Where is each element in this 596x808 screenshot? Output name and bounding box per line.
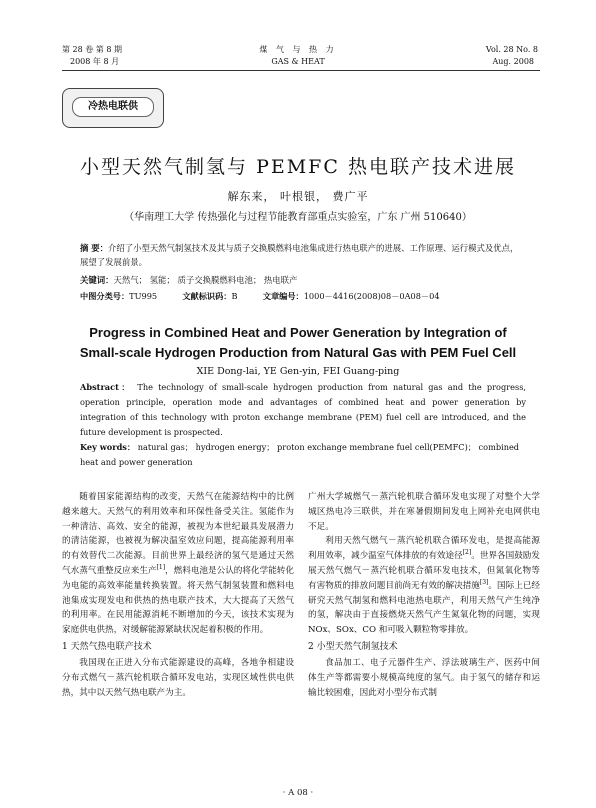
body-paragraph: 利用天然气燃气－蒸汽轮机联合循环发电，是提高能源利用效率，减少温室气体排放的有效途径[2]。世界各国鼓励发展天然气燃气－蒸汽轮机联合循环发电技术，但氮氧化物等有害物质的排放问题目前尚无有效的解决措施[3]。国际上已经研究天然气制氢和燃料电池热电联产，利用天然气产生纯净的氢，解决由于直接燃烧天然气产生氮氧化物的问题，实现 NOx、SOx、CO 和可吸入颗粒物零排放。 — [308, 536, 540, 636]
page-number: · A 08 · — [282, 788, 314, 798]
doc-code-value: B — [231, 291, 238, 301]
header-rule — [62, 70, 540, 71]
paper-title-en-line1: Progress in Combined Heat and Power Generation by Integration of — [89, 325, 507, 340]
citation: [1] — [156, 564, 166, 572]
keywords-cn-label: 关键词： — [80, 275, 114, 285]
body-left-column — [62, 490, 294, 700]
authors-en: XIE Dong-lai, YE Gen-yin, FEI Guang-ping — [196, 366, 400, 377]
header-date-en: Aug. 2008 — [492, 57, 534, 66]
authors-cn: 解东来， 叶根银， 费广平 — [227, 190, 369, 203]
abstract-cn-label: 摘 要： — [80, 243, 109, 253]
keywords-en — [80, 440, 526, 470]
article-no-value: 1000－4416(2008)08－0A08－04 — [303, 291, 440, 301]
keywords-en-text: natural gas； hydrogen energy； proton exchange membrane fuel cell(PEMFC)； combined heat and power generation — [80, 442, 520, 467]
article-no-label: 文章编号： — [262, 291, 304, 301]
header-date-cn: 2008 年 8 月 — [70, 57, 120, 66]
abstract-cn-text: 介绍了小型天然气制氢技术及其与质子交换膜燃料电池集成进行热电联产的进展、工作原理、运行模式及优点，展望了发展前景。 — [80, 243, 519, 267]
keywords-en-label: Key words： — [80, 442, 136, 452]
paper-title-en-line2: Small-scale Hydrogen Production from Natural Gas with PEM Fuel Cell — [79, 345, 517, 360]
abstract-en-label: Abstract： — [80, 382, 133, 392]
header-volume-cn: 第 28 卷 第 8 期 — [62, 45, 122, 54]
header-journal-cn: 煤 气 与 热 力 — [259, 45, 337, 54]
body-paragraph: 广州大学城燃气－蒸汽轮机联合循环发电实现了对整个大学城区热电冷三联供，并在寒暑假期间发电上网补充电网供电不足。 — [308, 492, 540, 532]
paper-title-en — [0, 323, 596, 363]
classification-line — [80, 291, 526, 302]
clc-value: TU995 — [129, 291, 158, 301]
column-badge-label: 冷热电联供 — [72, 97, 154, 117]
header-journal-en: GAS & HEAT — [271, 57, 325, 66]
paper-title-cn: 小型天然气制氢与 PEMFC 热电联产技术进展 — [80, 156, 516, 178]
keywords-cn — [80, 274, 526, 286]
body-paragraph: 我国现在正进入分布式能源建设的高峰，各地争相建设分布式燃气－蒸汽轮机联合循环发电站，实现区域性供电供热，其中以天然气热电联产为主。 — [62, 657, 294, 698]
abstract-cn — [80, 242, 526, 269]
column-badge — [62, 88, 164, 128]
section-heading-1: 1 天然气热电联产技术 — [62, 641, 152, 652]
keywords-cn-text: 天然气； 氢能； 质子交换膜燃料电池； 热电联产 — [113, 275, 298, 285]
body-paragraph: 随着国家能源结构的改变，天然气在能源结构中的比例越来越大。天然气的利用效率和环保性备受关注。氢能作为一种清洁、高效、安全的能源，被视为本世纪最具发展潜力的清洁能源，也被视为解决温室效应问题，提高能源利用率的有效替代二次能源。目前世界上最经济的氢气是通过天然气水蒸气重整反应来生产[1]，燃料电池是公认的将化学能转化为电能的高效率能量转换装置。将天然气制氢装置和燃料电池集成实现发电和供热的热电联产技术，大大提高了天然气的利用率。在民用能源消耗不断增加的今天，该技术实现为家庭供电供热，对缓解能源紧缺状况起着积极的作用。 — [62, 492, 294, 636]
header-volume-en: Vol. 28 No. 8 — [485, 45, 538, 54]
citation: [3] — [479, 578, 489, 586]
citation: [2] — [462, 549, 472, 557]
clc-label: 中图分类号： — [80, 291, 130, 301]
abstract-en-text: The technology of small-scale hydrogen production from natural gas and the progress, operation principle, operation mode and advantages of combined heat and power generation by integration of this technology with proton exchange membrane (PEM) fuel cell are introduced, and the future development is prospected. — [80, 382, 526, 437]
affiliation-cn: （华南理工大学 传热强化与过程节能教育部重点实验室，广东 广州 510640） — [124, 212, 472, 223]
body-right-column — [308, 490, 540, 700]
body-paragraph: 食品加工、电子元器件生产、浮法玻璃生产、医药中间体生产等都需要小规模高纯度的氢气。由于氢气的储存和运输比较困难，因此对小型分布式制 — [308, 657, 540, 698]
doc-code-label: 文献标识码： — [182, 291, 232, 301]
section-heading-2: 2 小型天然气制氢技术 — [308, 641, 398, 652]
abstract-en — [80, 380, 526, 440]
